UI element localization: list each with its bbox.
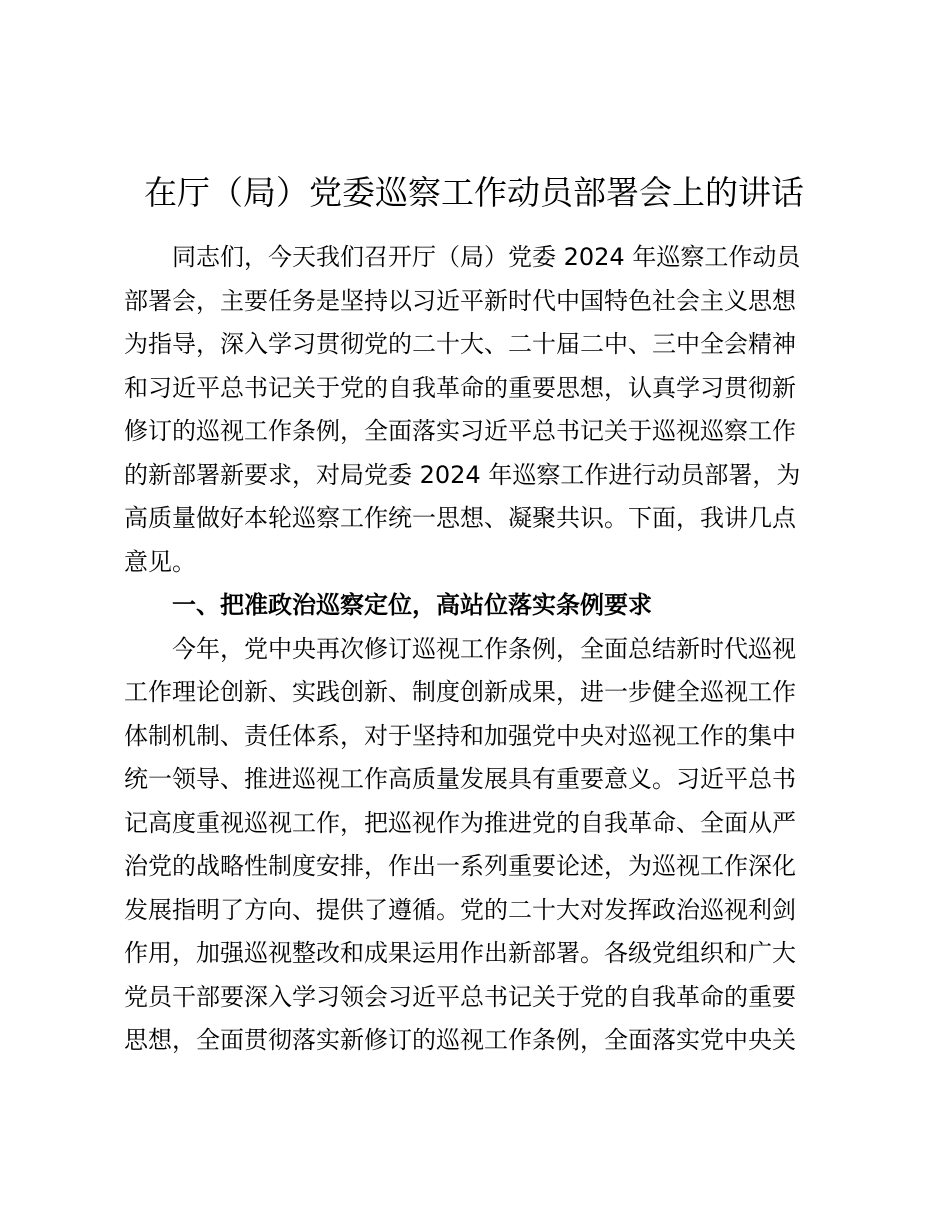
paragraph-1-line-4: 和习近平总书记关于党的自我革命的重要思想，认真学习贯彻新 [124,373,796,402]
paragraph-2-line-1: 今年，党中央再次修订巡视工作条例，全面总结新时代巡视 [172,634,796,663]
paragraph-1-line-6: 的新部署新要求，对局党委 2024 年巡察工作进行动员部署，为 [124,460,801,489]
paragraph-1-line-3: 为指导，深入学习贯彻党的二十大、二十届二中、三中全会精神 [124,330,796,358]
document-title: 在厅（局）党委巡察工作动员部署会上的讲话 [144,173,804,212]
paragraph-2-line-9: 党员干部要深入学习领会习近平总书记关于党的自我革命的重要 [124,982,796,1011]
paragraph-2-line-5: 记高度重视巡视工作，把巡视作为推进党的自我革命、全面从严 [124,808,796,837]
paragraph-2-line-4: 统一领导、推进巡视工作高质量发展具有重要意义。习近平总书 [124,765,796,793]
paragraph-2-line-7: 发展指明了方向、提供了遵循。党的二十大对发挥政治巡视利剑 [124,895,796,924]
paragraph-2-line-8: 作用，加强巡视整改和成果运用作出新部署。各级党组织和广大 [124,939,796,967]
document-body [124,236,824,1063]
paragraph-2-line-2: 工作理论创新、实践创新、制度创新成果，进一步健全巡视工作 [124,678,796,706]
paragraph-1-line-7: 高质量做好本轮巡察工作统一思想、凝聚共识。下面，我讲几点 [124,504,796,532]
section-heading-1: 一、把准政治巡察定位，高站位落实条例要求 [172,591,652,619]
paragraph-1-line-5: 修订的巡视工作条例，全面落实习近平总书记关于巡视巡察工作 [124,417,796,445]
paragraph-1-line-2: 部署会，主要任务是坚持以习近平新时代中国特色社会主义思想 [124,286,796,315]
paragraph-1-line-1: 同志们，今天我们召开厅（局）党委 2024 年巡察工作动员 [172,243,801,271]
paragraph-1-line-8: 意见。 [124,547,196,576]
paragraph-2-line-10: 思想，全面贯彻落实新修订的巡视工作条例，全面落实党中央关 [124,1026,796,1054]
paragraph-2-line-3: 体制机制、责任体系，对于坚持和加强党中央对巡视工作的集中 [124,721,796,750]
paragraph-2-line-6: 治党的战略性制度安排，作出一系列重要论述，为巡视工作深化 [124,852,796,880]
